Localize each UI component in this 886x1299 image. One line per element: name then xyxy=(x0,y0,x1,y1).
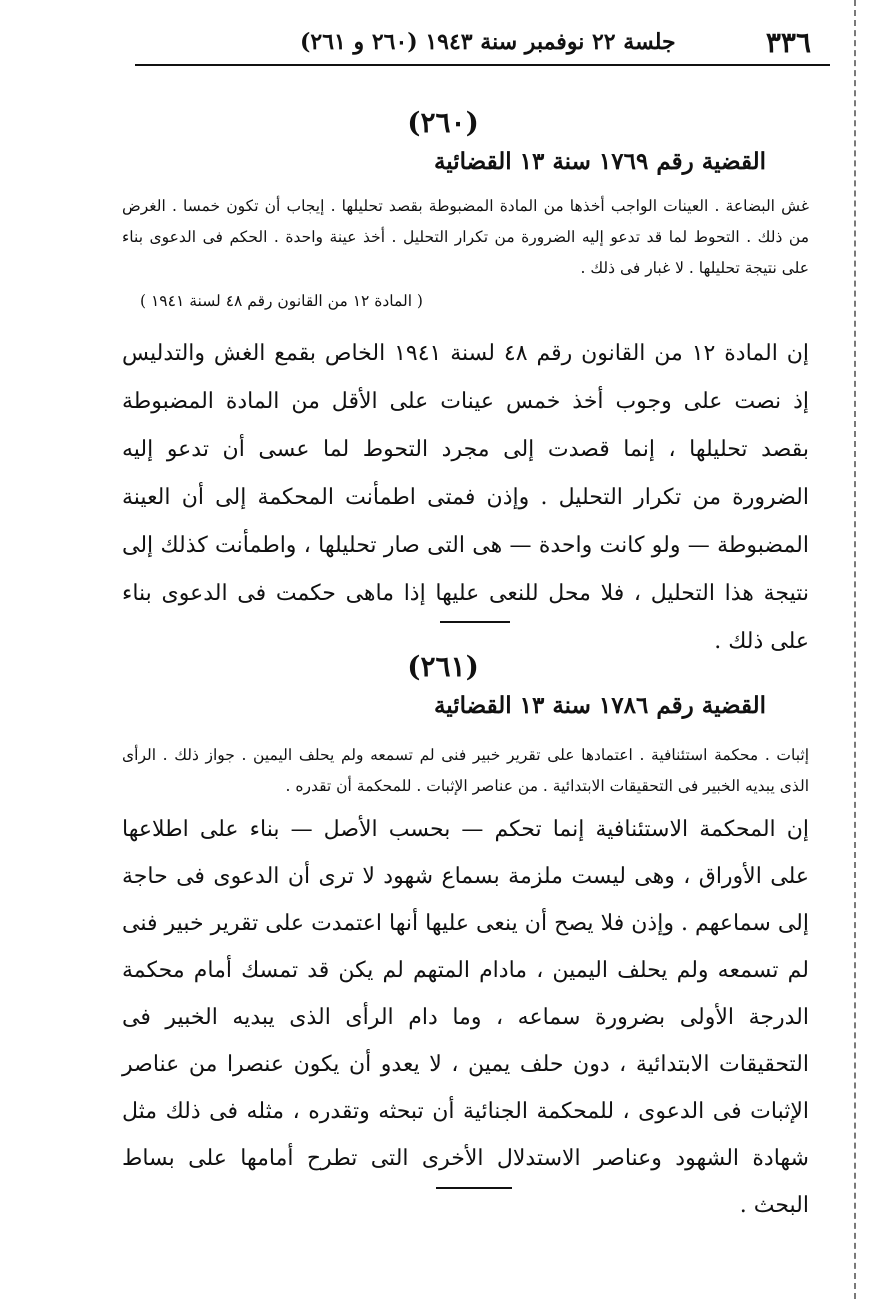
law-reference: ( المادة ١٢ من القانون رقم ٤٨ لسنة ١٩٤١ ) xyxy=(140,292,423,310)
page-number: ٣٣٦ xyxy=(765,25,811,59)
case-body xyxy=(122,806,809,1229)
case-summary xyxy=(122,740,809,802)
case-body-text: إن المادة ١٢ من القانون رقم ٤٨ لسنة ١٩٤١ الخاص بقمع الغش والتدليس إذ نصت على وجوب أخذ خمس عينات على الأقل من المادة المضبوطة بقصد تحليلها ، إنما قصدت إلى مجرد التحوط لما عسى أن تدعو إليه الضرورة من تكرار التحليل . وإذن فمتى اطمأنت المحكمة إلى أن العينة المضبوطة — ولو كانت واحدة — هى التى صار تحليلها ، واطمأنت كذلك إلى نتيجة هذا التحليل ، فلا محل للنعى عليها إذا ماهى حكمت فى الدعوى بناء على ذلك . xyxy=(122,341,809,654)
case-summary-text: إثبات . محكمة استئنافية . اعتمادها على تقرير خبير فنى لم تسمعه ولم يحلف اليمين . جواز ذلك . الرأى الذى يبديه الخبير فى التحقيقات الابتدائية . من عناصر الإثبات . للمحكمة أن تقدره . xyxy=(122,746,809,795)
case-title: القضية رقم ١٧٨٦ سنة ١٣ القضائية xyxy=(433,692,766,719)
header-rule xyxy=(135,64,830,66)
case-summary xyxy=(122,191,809,284)
session-heading: جلسة ٢٢ نوفمبر سنة ١٩٤٣ (٢٦٠ و ٢٦١) xyxy=(300,29,676,55)
case-body-text: إن المحكمة الاستئنافية إنما تحكم — بحسب الأصل — بناء على اطلاعها على الأوراق ، وهى ليست ملزمة بسماع شهود لا ترى أن الدعوى فى حاجة إلى سماعهم . وإذن فلا يصح أن ينعى عليها أنها اعتمدت على تقرير خبير فنى لم تسمعه ولم يحلف اليمين ، مادام المتهم لم يكن قد تمسك أمام محكمة الدرجة الأولى بضرورة سماعه ، وما دام الرأى الذى يبديه الخبير فى التحقيقات الابتدائية ، دون حلف يمين ، لا يعدو أن يكون عنصرا من عناصر الإثبات فى الدعوى ، للمحكمة الجنائية أن تبحثه وتقدره ، مثله فى ذلك مثل شهادة الشهود وعناصر الاستدلال الأخرى التى تطرح أمامها على بساط البحث . xyxy=(122,817,809,1218)
case-number: (٢٦١) xyxy=(407,650,479,683)
case-number: (٢٦٠) xyxy=(407,106,479,139)
case-summary-text: غش البضاعة . العينات الواجب أخذها من المادة المضبوطة بقصد تحليلها . إيجاب أن تكون خمسا . الغرض من ذلك . التحوط لما قد تدعو إليه الضرورة من تكرار التحليل . أخذ عينة واحدة . الحكم فى الدعوى بناء على نتيجة تحليلها . لا غبار فى ذلك . xyxy=(122,197,809,277)
end-separator xyxy=(436,1187,512,1189)
case-title: القضية رقم ١٧٦٩ سنة ١٣ القضائية xyxy=(433,148,766,175)
page-header xyxy=(300,22,811,62)
section-separator xyxy=(440,621,510,623)
case-body xyxy=(122,330,809,666)
